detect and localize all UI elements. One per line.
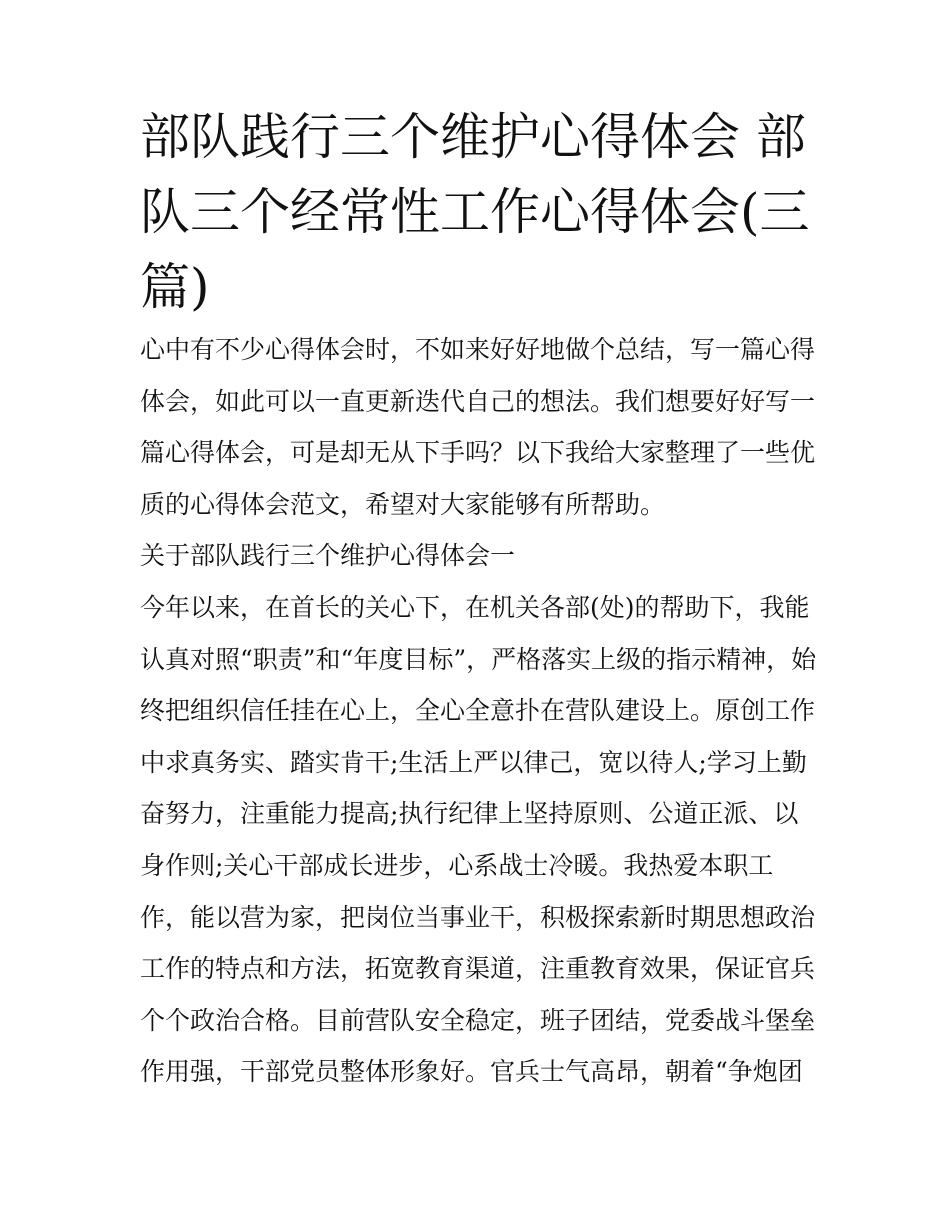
document-title: [140, 108, 812, 316]
title-line: 篇): [140, 258, 210, 316]
body-line: 工作的特点和方法，拓宽教育渠道，注重教育效果，保证官兵: [140, 954, 816, 984]
body-line: 个个政治合格。目前营队安全稳定，班子团结，党委战斗堡垒: [140, 1005, 816, 1035]
section-heading: 关于部队践行三个维护心得体会一: [140, 541, 516, 571]
body-line: 终把组织信任挂在心上，全心全意扑在营队建设上。原创工作: [140, 696, 816, 726]
body-line: 认真对照“职责”和“年度目标”，严格落实上级的指示精神，始: [140, 644, 817, 674]
body-line: 作用强，干部党员整体形象好。官兵士气高昂，朝着“争炮团: [140, 1057, 803, 1087]
document-body: [140, 335, 817, 1087]
body-line: 质的心得体会范文，希望对大家能够有所帮助。: [140, 489, 666, 519]
document-page: [140, 108, 817, 1111]
body-line: 奋努力，注重能力提高;执行纪律上坚持原则、公道正派、以: [140, 799, 799, 829]
body-line: 体会，如此可以一直更新迭代自己的想法。我们想要好好写一: [140, 386, 816, 416]
body-line: 中求真务实、踏实肯干;生活上严以律己，宽以待人;学习上勤: [140, 747, 807, 777]
title-line: 部队践行三个维护心得体会 部: [140, 108, 806, 166]
body-line: 作，能以营为家，把岗位当事业干，积极探索新时期思想政治: [140, 902, 816, 932]
body-line: 心中有不少心得体会时，不如来好好地做个总结，写一篇心得: [140, 335, 816, 364]
body-line: 身作则;关心干部成长进步，心系战士冷暖。我热爱本职工: [140, 850, 774, 880]
title-line: 队三个经常性工作心得体会(三: [140, 183, 810, 241]
body-line: 今年以来，在首长的关心下，在机关各部(处)的帮助下，我能: [140, 592, 810, 622]
body-line: 篇心得体会，可是却无从下手吗？以下我给大家整理了一些优: [140, 438, 816, 468]
